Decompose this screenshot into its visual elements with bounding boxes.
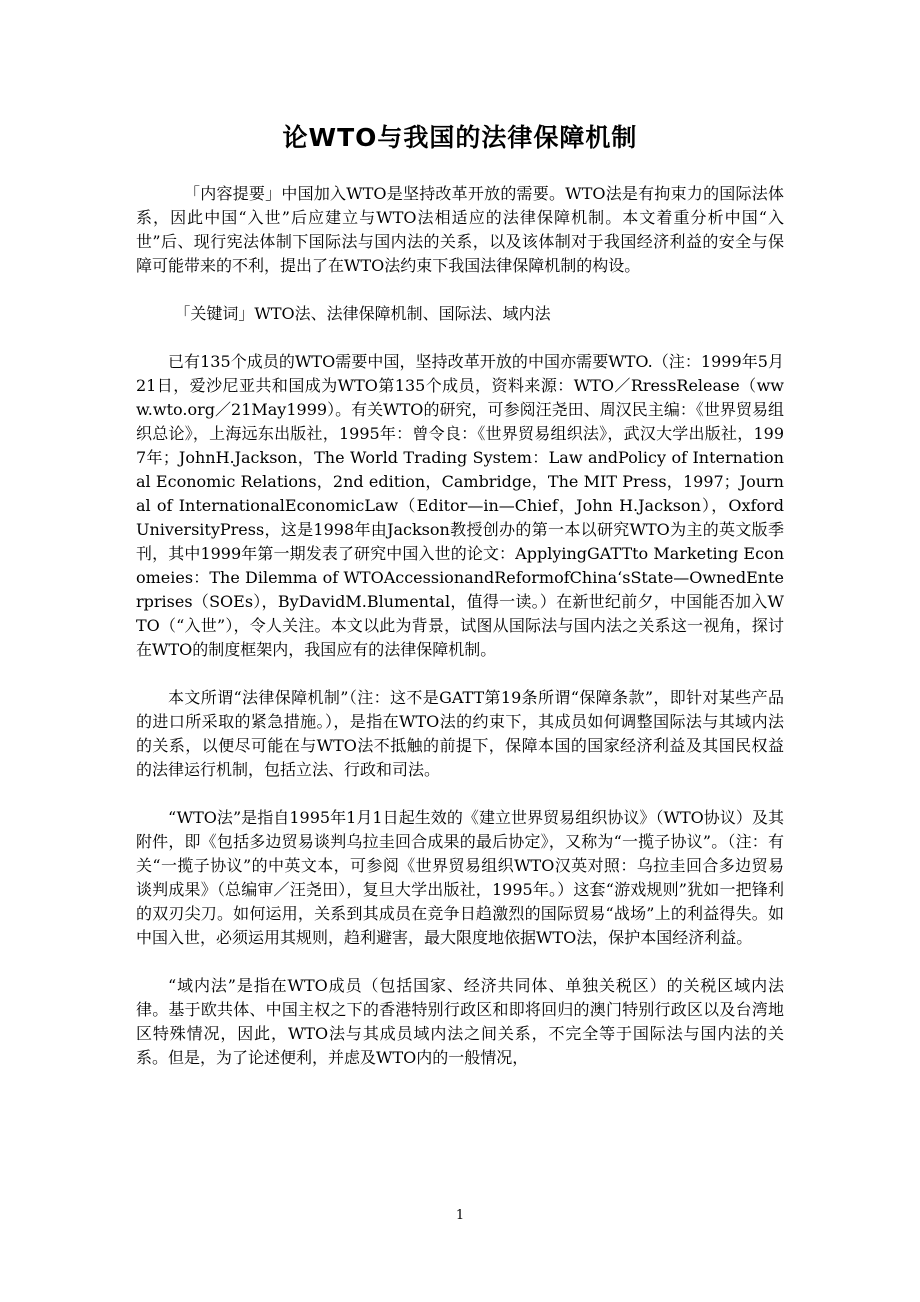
body-paragraph: 已有135个成员的WTO需要中国，坚持改革开放的中国亦需要WTO.（注：1999年5月21日，爱沙尼亚共和国成为WTO第135个成员，资料来源：WTO／RressRelease（www.wto.org／21May1999）。有关WTO的研究，可参阅汪尧田、周汉民主编：《世界贸易组织总论》，上海远东出版社，1995年：曾令良：《世界贸易组织法》，武汉大学出版社，1997年；JohnH.Jackson，The World Trading System：Law andPolicy of International Economic Relations，2nd edition，Cambridge，The MIT Press，1997；Journal of InternationalEconomicLaw（Editor—in—Chief，John H.Jackson），OxfordUniversityPress，这是1998年由Jackson教授创办的第一本以研究WTO为主的英文版季刊，其中1999年第一期发表了研究中国入世的论文：ApplyingGATTto Marketing Economeies：The Dilemma of WTOAccessionandReformofChina‘sState—OwnedEnterprises（SOEs），ByDavidM.Blumental，值得一读。）在新世纪前夕，中国能否加入WTO（“入世”），令人关注。本文以此为背景，试图从国际法与国内法之关系这一视角，探讨在WTO的制度框架内，我国应有的法律保障机制。 xyxy=(136,352,784,659)
body-paragraph: “域内法”是指在WTO成员（包括国家、经济共同体、单独关税区）的关税区域内法律。基于欧共体、中国主权之下的香港特别行政区和即将回归的澳门特别行政区以及台湾地区特殊情况，因此，WTO法与其成员域内法之间关系，不完全等于国际法与国内法的关系。但是，为了论述便利，并虑及WTO内的一般情况， xyxy=(136,976,784,1067)
document-body xyxy=(136,182,784,1094)
abstract-paragraph: 「内容提要」中国加入WTO是坚持改革开放的需要。WTO法是有拘束力的国际法体系，因此中国“入世”后应建立与WTO法相适应的法律保障机制。本文着重分析中国“入世”后、现行宪法体制下国际法与国内法的关系，以及该体制对于我国经济利益的安全与保障可能带来的不利，提出了在WTO法约束下我国法律保障机制的构设。 xyxy=(136,184,784,275)
page-number: 1 xyxy=(455,1208,465,1223)
body-paragraph: “WTO法”是指自1995年1月1日起生效的《建立世界贸易组织协议》（WTO协议）及其附件，即《包括多边贸易谈判乌拉圭回合成果的最后协定》，又称为“一揽子协议”。（注：有关“一揽子协议”的中英文本，可参阅《世界贸易组织WTO汉英对照：乌拉圭回合多边贸易谈判成果》（总编审／汪尧田），复旦大学出版社，1995年。）这套“游戏规则”犹如一把锋利的双刃尖刀。如何运用，关系到其成员在竞争日趋激烈的国际贸易“战场”上的利益得失。如中国入世，必须运用其规则，趋利避害，最大限度地依据WTO法，保护本国经济利益。 xyxy=(136,808,784,947)
body-paragraph: 本文所谓“法律保障机制”（注：这不是GATT第19条所谓“保障条款”，即针对某些产品的进口所采取的紧急措施。），是指在WTO法的约束下，其成员如何调整国际法与其域内法的关系，以便尽可能在与WTO法不抵触的前提下，保障本国的国家经济利益及其国民权益的法律运行机制，包括立法、行政和司法。 xyxy=(136,688,784,779)
document-title: 论WTO与我国的法律保障机制 xyxy=(282,123,638,152)
keywords-paragraph: 「关键词」WTO法、法律保障机制、国际法、域内法 xyxy=(174,304,551,323)
